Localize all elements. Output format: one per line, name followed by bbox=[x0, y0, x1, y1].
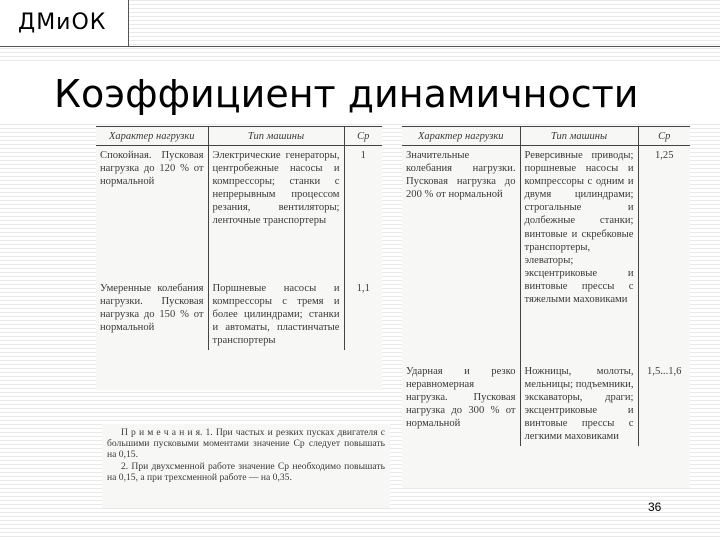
load-cell: Умеренные колебания нагрузки. Пусковая нагрузка до 150 % от нормальной bbox=[100, 282, 204, 333]
load-cell: Значительные колебания нагрузки. Пусковая нагрузка до 200 % от нормальной bbox=[406, 150, 516, 201]
machine-cell: Реверсивные приводы; поршневые насосы и компрессоры с одним и двумя цилиндрами; строгальные и долбежные станки; винтовые и скребковые транспортеры, элеваторы; эксцентриковые и винтовые прессы с тяжелыми маховиками bbox=[520, 146, 638, 362]
table-row bbox=[96, 146, 382, 279]
load-cell: Ударная и резко неравномерная нагрузка. Пусковая нагрузка до 300 % от нормальной bbox=[406, 365, 516, 429]
note-line-1: П р и м е ч а н и я. 1. При частых и резких пусках двигателя с большими пусковыми моментами значение Cр следует повышать на 0,15. bbox=[107, 427, 385, 461]
header-load: Характер нагрузки bbox=[402, 127, 520, 146]
note-line-2: 2. При двухсменной работе значение Cр необходимо повышать на 0,15, а при трехсменной работе — на 0,35. bbox=[107, 460, 385, 483]
page-number: 36 bbox=[648, 500, 662, 514]
right-table-image bbox=[402, 126, 690, 488]
logo: ДМиОК bbox=[18, 10, 107, 35]
left-table bbox=[96, 126, 382, 350]
table-header-row bbox=[402, 127, 690, 146]
coef-cell: 1,5...1,6 bbox=[638, 362, 690, 447]
header-load: Характер нагрузки bbox=[96, 127, 208, 146]
slide-title: Коэффициент динамичности bbox=[54, 72, 639, 116]
header-divider bbox=[128, 46, 720, 47]
right-table bbox=[402, 126, 690, 446]
table-row bbox=[402, 146, 690, 362]
header-coef: Cр bbox=[638, 127, 690, 146]
machine-cell: Поршневые насосы и компрессоры с тремя и более цилиндрами; станки и автоматы, пластинчатые транспортеры bbox=[208, 279, 344, 350]
machine-cell: Ножницы, молоты, мельницы; подъемники, экскаваторы, драги; эксцентриковые и винтовые прессы с легкими маховиками bbox=[520, 362, 638, 447]
header-coef: Cр bbox=[344, 127, 382, 146]
header-machine: Тип машины bbox=[208, 127, 344, 146]
header-machine: Тип машины bbox=[520, 127, 638, 146]
left-table-image bbox=[96, 126, 382, 390]
logo-box bbox=[0, 0, 129, 47]
coef-cell: 1,1 bbox=[344, 279, 382, 350]
table-row bbox=[96, 279, 382, 350]
coef-cell: 1 bbox=[344, 146, 382, 279]
table-header-row bbox=[96, 127, 382, 146]
table-note bbox=[102, 424, 390, 508]
table-row bbox=[402, 362, 690, 447]
coef-cell: 1,25 bbox=[638, 146, 690, 362]
load-cell: Спокойная. Пусковая нагрузка до 120 % от нормальной bbox=[100, 150, 204, 188]
machine-cell: Электрические генераторы, центробежные насосы и компрессоры; станки с непрерывным процессом резания, вентиляторы; ленточные транспортеры bbox=[208, 146, 344, 279]
